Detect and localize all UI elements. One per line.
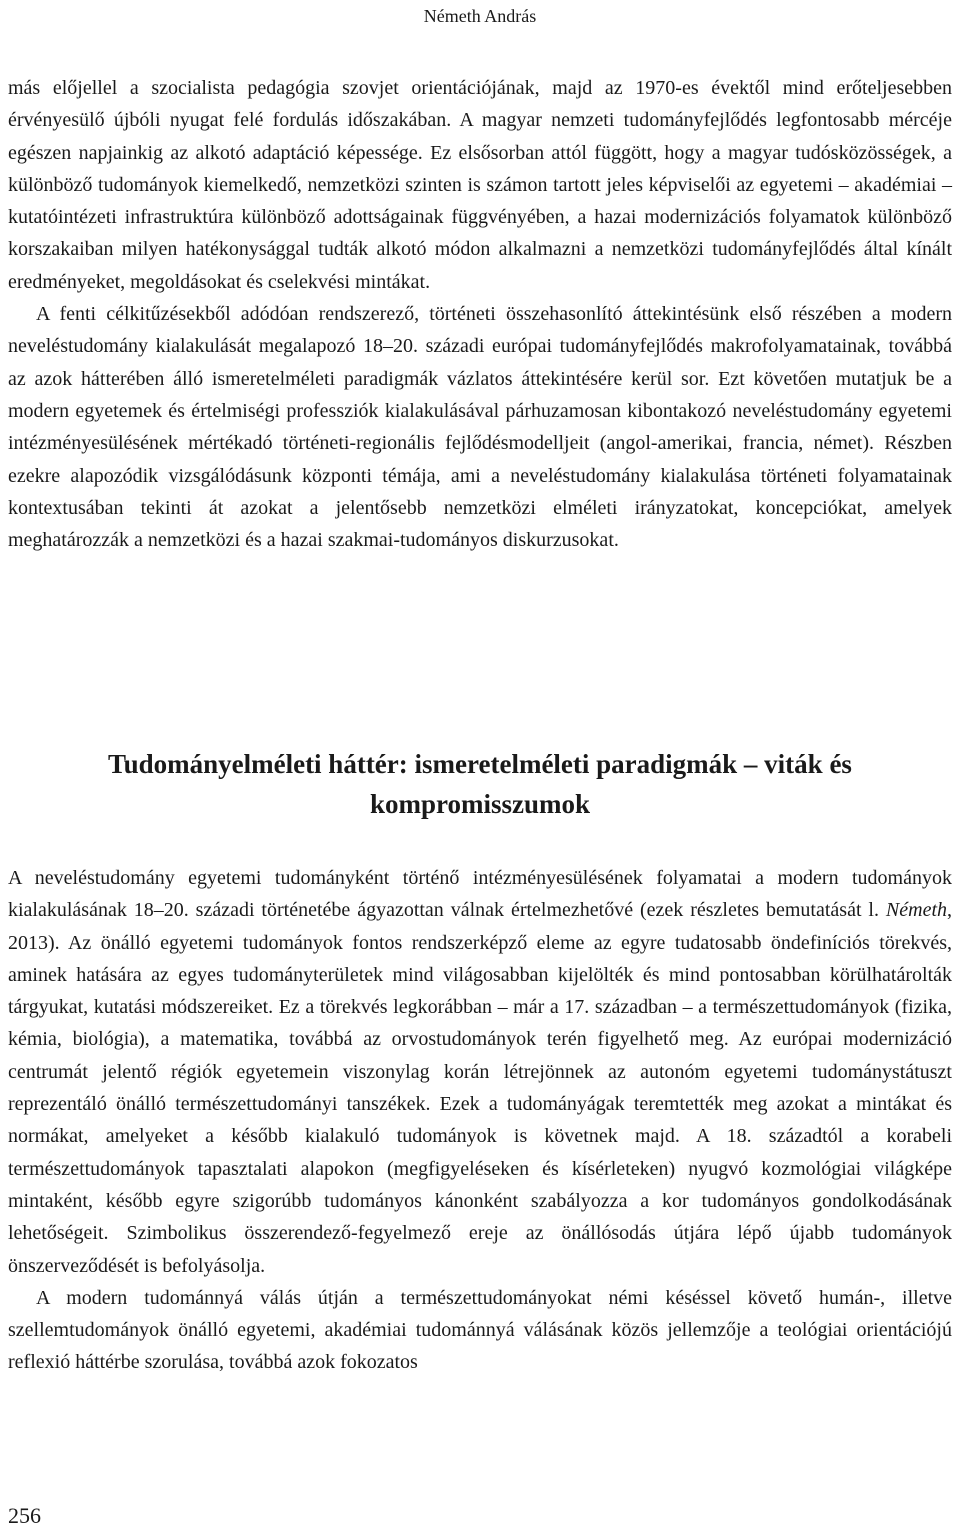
paragraph-text: A neveléstudomány egyetemi tudományként történő intézményesülésének folyamatai a modern tudományok kialakulásának 18–20. századi történetébe ágyazottan válnak értelmezhetővé (ezek részletes bemutatását l. — [8, 867, 952, 922]
running-header: Németh András — [423, 6, 537, 26]
paragraph: A fenti célkitűzésekből adódóan rendszerező, történeti összehasonlító áttekintésünk első részében a modern neveléstudomány kialakulását megalapozó 18–20. századi európai tudományfejlődés makrofolyamatainak, továbbá az azok hátterében álló ismeretelméleti paradigmák vázlatos áttekintésére kerül sor. Ezt követően mutatjuk be a modern egyetemek és értelmiségi professziók kialakulásával párhuzamosan kibontakozó neveléstudomány egyetemi intézményesülésének mértékadó történeti-regionális fejlődésmodelljeit (angol-amerikai, francia, német). Részben ezekre alapozódik vizsgálódásunk központi témája, ami a neveléstudomány kialakulása történeti folyamatainak kontextusában tekinti át azokat a jelentősebb nemzetközi elméleti irányzatokat, koncepciókat, amelyek meghatározzák a nemzetközi és a hazai szakmai-tudományos diskurzusokat. — [8, 303, 952, 552]
paragraph — [8, 862, 952, 1282]
paragraph: más előjellel a szocialista pedagógia szovjet orientációjának, majd az 1970-es évektől mind erőteljesebben érvényesülő újbóli nyugat felé fordulás időszakában. A magyar nemzeti tudományfejlődés legfontosabb mércéje egészen napjainkig az alkotó adaptáció képessége. Ez elsősorban attól függött, hogy a magyar tudósközösségek, a különböző tudományok kiemelkedő, nemzetközi szinten is számon tartott jeles képviselői az egyetemi – akadémiai – kutatóintézeti infrastruktúra különböző adottságainak függvényében, a hazai modernizációs folyamatok különböző korszakaiban milyen hatékonysággal tudták alkotó módon alkalmazni a nemzetközi tudományfejlődés által kínált eredményeket, megoldásokat és cselekvési mintákat. — [8, 77, 952, 293]
intro-text-block — [8, 72, 952, 556]
paragraph-text: , 2013). Az önálló egyetemi tudományok fontos rendszerképző eleme az egyre tudatosabb öndefiníciós törekvés, aminek hatására az egyes tudományterületek mind világosabban kijelölték és mind pontosabban körülhatárolták tárgyukat, kutatási módszereiket. Ez a törekvés legkorábban – már a 17. században – a természettudományok (fizika, kémia, biológia), a matematika, továbbá az orvostudományok terén figyelhető meg. Az európai modernizáció centrumát jelentő régiók egyetemein viszonylag korán létrejönnek az autonóm egyetemi tudománystátuszt reprezentáló önálló természettudományi tanszékek. Ezek a tudományágak teremtették meg azokat a mintákat és normákat, amelyeket a később kialakuló tudományok is követnek majd. A 18. századtól a korabeli természettudományok tapasztalati alapokon (megfigyeléseken és kísérleteken) nyugvó kozmológiai világképe mintaként, később egyre szigorúbb tudományos kánonként szabályozza a kor tudományos gondolkodásának lehetőségeit. Szimbolikus összerendező-fegyelmező ereje az önállósodás útjára lépő újabb tudományok önszerveződését is befolyásolja. — [8, 899, 952, 1277]
cited-author: Németh — [885, 899, 947, 922]
section-heading: Tudományelméleti háttér: ismeretelméleti paradigmák – viták és kompromisszumok — [108, 749, 852, 819]
paragraph: A modern tudománnyá válás útján a természettudományokat némi késéssel követő humán-, illetve szellemtudományok önálló egyetemi, akadémiai tudománnyá válásának közös jellemzője a teológiai orientációjú reflexió háttérbe szorulása, továbbá azok fokozatos — [8, 1286, 952, 1374]
page-number: 256 — [8, 1503, 41, 1528]
section-text-block — [8, 862, 952, 1379]
